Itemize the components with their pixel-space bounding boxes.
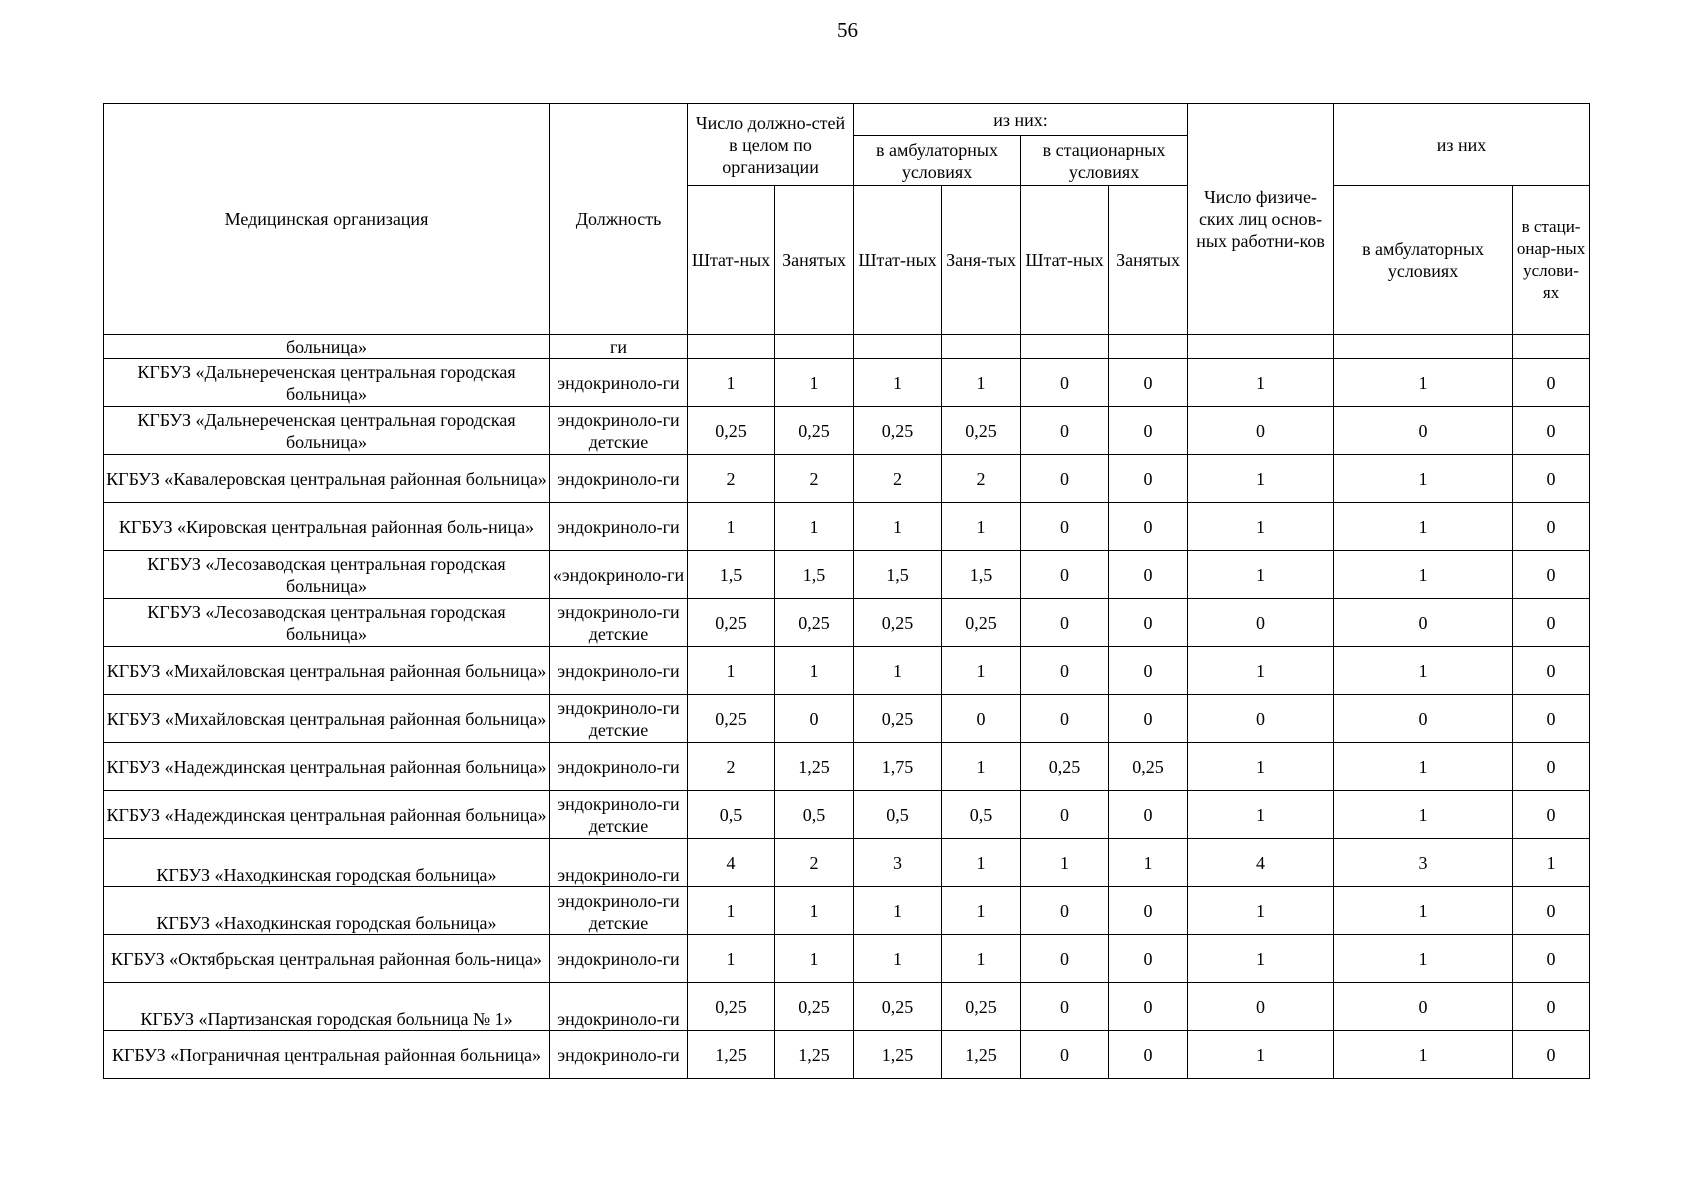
header-occupied-ambulatory: Заня-тых [942,186,1021,335]
cell-occupied-total: 1 [775,359,854,407]
cell-staff-stationary: 0 [1021,503,1109,551]
header-stationary-2: в стаци-онар-ных услови-ях [1513,186,1590,335]
cell-persons-ambulatory: 0 [1334,407,1513,455]
cell-persons-stationary: 0 [1513,359,1590,407]
cell-persons-stationary: 0 [1513,695,1590,743]
cell-position: эндокриноло-ги [550,359,688,407]
cell-occupied-total: 1,5 [775,551,854,599]
header-stationary: в стационарных условиях [1021,136,1188,186]
cell-occupied-total: 0 [775,695,854,743]
cell-staff-stationary: 0 [1021,407,1109,455]
cell-org: КГБУЗ «Михайловская центральная районная больница» [104,647,550,695]
cell-persons-ambulatory: 1 [1334,791,1513,839]
cell-occupied-ambulatory: 1 [942,359,1021,407]
cell-staff-total: 4 [688,839,775,887]
cell-staff-ambulatory: 1,5 [854,551,942,599]
cell-physical-persons: 0 [1188,407,1334,455]
header-of-them: из них: [854,104,1188,136]
cell-occupied-stationary: 0 [1109,599,1188,647]
cell-staff-ambulatory: 1 [854,935,942,983]
cell-physical-persons: 1 [1188,791,1334,839]
cell-persons-ambulatory: 1 [1334,359,1513,407]
cell-empty [1513,335,1590,359]
cell-physical-persons: 4 [1188,839,1334,887]
cell-staff-ambulatory: 2 [854,455,942,503]
header-of-them-2: из них [1334,104,1590,186]
cell-occupied-total: 2 [775,839,854,887]
cell-empty [854,335,942,359]
cell-physical-persons: 0 [1188,695,1334,743]
cell-occupied-total: 0,25 [775,983,854,1031]
header-total-positions: Число должно-стей в целом по организации [688,104,854,186]
cell-staff-ambulatory: 3 [854,839,942,887]
cell-position: эндокриноло-ги детские [550,791,688,839]
cell-persons-stationary: 0 [1513,599,1590,647]
cell-org: КГБУЗ «Дальнереченская центральная городская больница» [104,407,550,455]
cell-occupied-total: 2 [775,455,854,503]
cell-staff-total: 1,5 [688,551,775,599]
cell-persons-ambulatory: 3 [1334,839,1513,887]
cell-staff-ambulatory: 0,25 [854,983,942,1031]
cell-persons-stationary: 0 [1513,1031,1590,1079]
staffing-table [103,103,1590,1079]
cell-occupied-ambulatory: 1 [942,839,1021,887]
table-row [104,695,1590,743]
cell-persons-stationary: 0 [1513,887,1590,935]
cell-occupied-ambulatory: 1 [942,887,1021,935]
cell-persons-stationary: 0 [1513,935,1590,983]
cell-staff-total: 1 [688,647,775,695]
table-row [104,647,1590,695]
cell-occupied-total: 1,25 [775,743,854,791]
cell-staff-total: 0,25 [688,599,775,647]
cell-org: КГБУЗ «Находкинская городская больница» [104,887,550,935]
cell-position: эндокриноло-ги детские [550,887,688,935]
cell-staff-total: 1 [688,935,775,983]
cell-staff-ambulatory: 0,5 [854,791,942,839]
cell-staff-ambulatory: 1 [854,359,942,407]
cell-physical-persons: 1 [1188,743,1334,791]
cell-staff-total: 0,25 [688,983,775,1031]
cell-staff-ambulatory: 1 [854,647,942,695]
cell-staff-stationary: 0 [1021,791,1109,839]
cell-occupied-ambulatory: 0,25 [942,407,1021,455]
cell-physical-persons: 1 [1188,551,1334,599]
table-row [104,359,1590,407]
cell-position: эндокриноло-ги [550,647,688,695]
cell-staff-ambulatory: 0,25 [854,695,942,743]
cell-position: эндокриноло-ги [550,503,688,551]
table-row [104,791,1590,839]
cell-persons-ambulatory: 1 [1334,455,1513,503]
cell-org: КГБУЗ «Находкинская городская больница» [104,839,550,887]
cell-staff-ambulatory: 0,25 [854,599,942,647]
table-row [104,551,1590,599]
cell-physical-persons: 1 [1188,935,1334,983]
cell-org: КГБУЗ «Кавалеровская центральная районная больница» [104,455,550,503]
table-row [104,935,1590,983]
cell-occupied-stationary: 0 [1109,983,1188,1031]
cell-physical-persons: 1 [1188,503,1334,551]
header-position: Должность [550,104,688,335]
cell-staff-ambulatory: 0,25 [854,407,942,455]
cell-position: ги [550,335,688,359]
header-ambulatory-2: в амбулаторных условиях [1334,186,1513,335]
cell-persons-ambulatory: 1 [1334,503,1513,551]
cell-position: эндокриноло-ги [550,455,688,503]
cell-position: эндокриноло-ги [550,983,688,1031]
cell-occupied-ambulatory: 0,25 [942,983,1021,1031]
header-staff-total: Штат-ных [688,186,775,335]
cell-occupied-stationary: 0 [1109,359,1188,407]
cell-occupied-stationary: 0 [1109,647,1188,695]
cell-staff-stationary: 0,25 [1021,743,1109,791]
cell-occupied-stationary: 0 [1109,551,1188,599]
cell-occupied-stationary: 1 [1109,839,1188,887]
cell-staff-stationary: 0 [1021,695,1109,743]
cell-staff-ambulatory: 1 [854,503,942,551]
cell-position: эндокриноло-ги детские [550,599,688,647]
cell-empty [942,335,1021,359]
cell-position: эндокриноло-ги [550,839,688,887]
cell-occupied-ambulatory: 1 [942,743,1021,791]
cell-occupied-stationary: 0 [1109,1031,1188,1079]
cell-occupied-total: 0,25 [775,599,854,647]
cell-empty [1021,335,1109,359]
cell-persons-ambulatory: 1 [1334,935,1513,983]
cell-persons-ambulatory: 1 [1334,1031,1513,1079]
cell-empty [1109,335,1188,359]
cell-position: эндокриноло-ги детские [550,695,688,743]
cell-org: КГБУЗ «Михайловская центральная районная больница» [104,695,550,743]
table-row [104,455,1590,503]
cell-empty [1334,335,1513,359]
cell-staff-total: 2 [688,743,775,791]
cell-staff-stationary: 0 [1021,935,1109,983]
cell-persons-ambulatory: 1 [1334,887,1513,935]
cell-org: КГБУЗ «Надеждинская центральная районная больница» [104,791,550,839]
cell-occupied-stationary: 0 [1109,407,1188,455]
cell-occupied-total: 1 [775,503,854,551]
cell-occupied-total: 0,5 [775,791,854,839]
cell-physical-persons: 0 [1188,599,1334,647]
cell-persons-stationary: 0 [1513,791,1590,839]
cell-occupied-ambulatory: 1,25 [942,1031,1021,1079]
cell-org: КГБУЗ «Партизанская городская больница № 1» [104,983,550,1031]
cell-position: эндокриноло-ги [550,935,688,983]
header-occupied-total: Занятых [775,186,854,335]
cell-staff-ambulatory: 1 [854,887,942,935]
cell-staff-stationary: 0 [1021,1031,1109,1079]
cell-empty [1188,335,1334,359]
cell-occupied-ambulatory: 0,5 [942,791,1021,839]
cell-staff-total: 0,25 [688,407,775,455]
cell-persons-ambulatory: 1 [1334,743,1513,791]
cell-occupied-stationary: 0 [1109,887,1188,935]
header-org: Медицинская организация [104,104,550,335]
cell-physical-persons: 1 [1188,359,1334,407]
cell-persons-ambulatory: 1 [1334,647,1513,695]
cell-occupied-stationary: 0 [1109,791,1188,839]
cell-org: КГБУЗ «Кировская центральная районная боль-ница» [104,503,550,551]
continuation-row [104,335,1590,359]
cell-org: КГБУЗ «Лесозаводская центральная городская больница» [104,551,550,599]
cell-occupied-total: 0,25 [775,407,854,455]
cell-occupied-ambulatory: 1 [942,647,1021,695]
cell-physical-persons: 0 [1188,983,1334,1031]
cell-staff-stationary: 0 [1021,983,1109,1031]
cell-occupied-stationary: 0,25 [1109,743,1188,791]
cell-persons-stationary: 0 [1513,983,1590,1031]
cell-persons-ambulatory: 0 [1334,695,1513,743]
header-staff-stationary: Штат-ных [1021,186,1109,335]
cell-empty [688,335,775,359]
cell-occupied-ambulatory: 0,25 [942,599,1021,647]
cell-empty [775,335,854,359]
cell-physical-persons: 1 [1188,455,1334,503]
table-row [104,1031,1590,1079]
cell-occupied-total: 1,25 [775,1031,854,1079]
cell-staff-stationary: 0 [1021,455,1109,503]
header-physical-persons: Число физиче-ских лиц основ-ных работни-ков [1188,104,1334,335]
cell-staff-total: 1,25 [688,1031,775,1079]
cell-org: КГБУЗ «Дальнереченская центральная городская больница» [104,359,550,407]
cell-occupied-ambulatory: 1 [942,503,1021,551]
cell-occupied-stationary: 0 [1109,503,1188,551]
cell-staff-stationary: 0 [1021,359,1109,407]
cell-position: эндокриноло-ги [550,743,688,791]
cell-staff-total: 1 [688,887,775,935]
cell-staff-stationary: 0 [1021,551,1109,599]
header-occupied-stationary: Занятых [1109,186,1188,335]
cell-persons-ambulatory: 0 [1334,983,1513,1031]
cell-staff-stationary: 0 [1021,887,1109,935]
cell-staff-stationary: 1 [1021,839,1109,887]
cell-occupied-stationary: 0 [1109,695,1188,743]
cell-staff-total: 2 [688,455,775,503]
cell-occupied-total: 1 [775,647,854,695]
cell-staff-stationary: 0 [1021,647,1109,695]
cell-org: КГБУЗ «Пограничная центральная районная больница» [104,1031,550,1079]
cell-persons-stationary: 0 [1513,407,1590,455]
cell-persons-stationary: 0 [1513,551,1590,599]
cell-occupied-total: 1 [775,887,854,935]
cell-occupied-ambulatory: 1 [942,935,1021,983]
cell-physical-persons: 1 [1188,647,1334,695]
cell-staff-total: 0,25 [688,695,775,743]
cell-position: эндокриноло-ги [550,1031,688,1079]
cell-occupied-ambulatory: 2 [942,455,1021,503]
page-number: 56 [837,18,858,42]
table-row [104,599,1590,647]
cell-persons-ambulatory: 0 [1334,599,1513,647]
cell-physical-persons: 1 [1188,1031,1334,1079]
header-ambulatory: в амбулаторных условиях [854,136,1021,186]
cell-staff-ambulatory: 1,25 [854,1031,942,1079]
table-row [104,743,1590,791]
table-row [104,503,1590,551]
cell-position: «эндокриноло-ги [550,551,688,599]
cell-occupied-total: 1 [775,935,854,983]
cell-org: больница» [104,335,550,359]
table-row [104,407,1590,455]
cell-persons-stationary: 0 [1513,743,1590,791]
cell-occupied-stationary: 0 [1109,935,1188,983]
cell-org: КГБУЗ «Октябрьская центральная районная боль-ница» [104,935,550,983]
cell-persons-stationary: 0 [1513,647,1590,695]
cell-staff-stationary: 0 [1021,599,1109,647]
cell-persons-stationary: 0 [1513,503,1590,551]
cell-occupied-ambulatory: 1,5 [942,551,1021,599]
cell-physical-persons: 1 [1188,887,1334,935]
cell-org: КГБУЗ «Лесозаводская центральная городская больница» [104,599,550,647]
cell-persons-ambulatory: 1 [1334,551,1513,599]
cell-persons-stationary: 0 [1513,455,1590,503]
table-row [104,887,1590,935]
cell-staff-ambulatory: 1,75 [854,743,942,791]
cell-staff-total: 0,5 [688,791,775,839]
header-staff-ambulatory: Штат-ных [854,186,942,335]
cell-position: эндокриноло-ги детские [550,407,688,455]
cell-staff-total: 1 [688,503,775,551]
cell-org: КГБУЗ «Надеждинская центральная районная больница» [104,743,550,791]
table-row [104,983,1590,1031]
cell-persons-stationary: 1 [1513,839,1590,887]
table-row [104,839,1590,887]
cell-occupied-stationary: 0 [1109,455,1188,503]
cell-staff-total: 1 [688,359,775,407]
cell-occupied-ambulatory: 0 [942,695,1021,743]
